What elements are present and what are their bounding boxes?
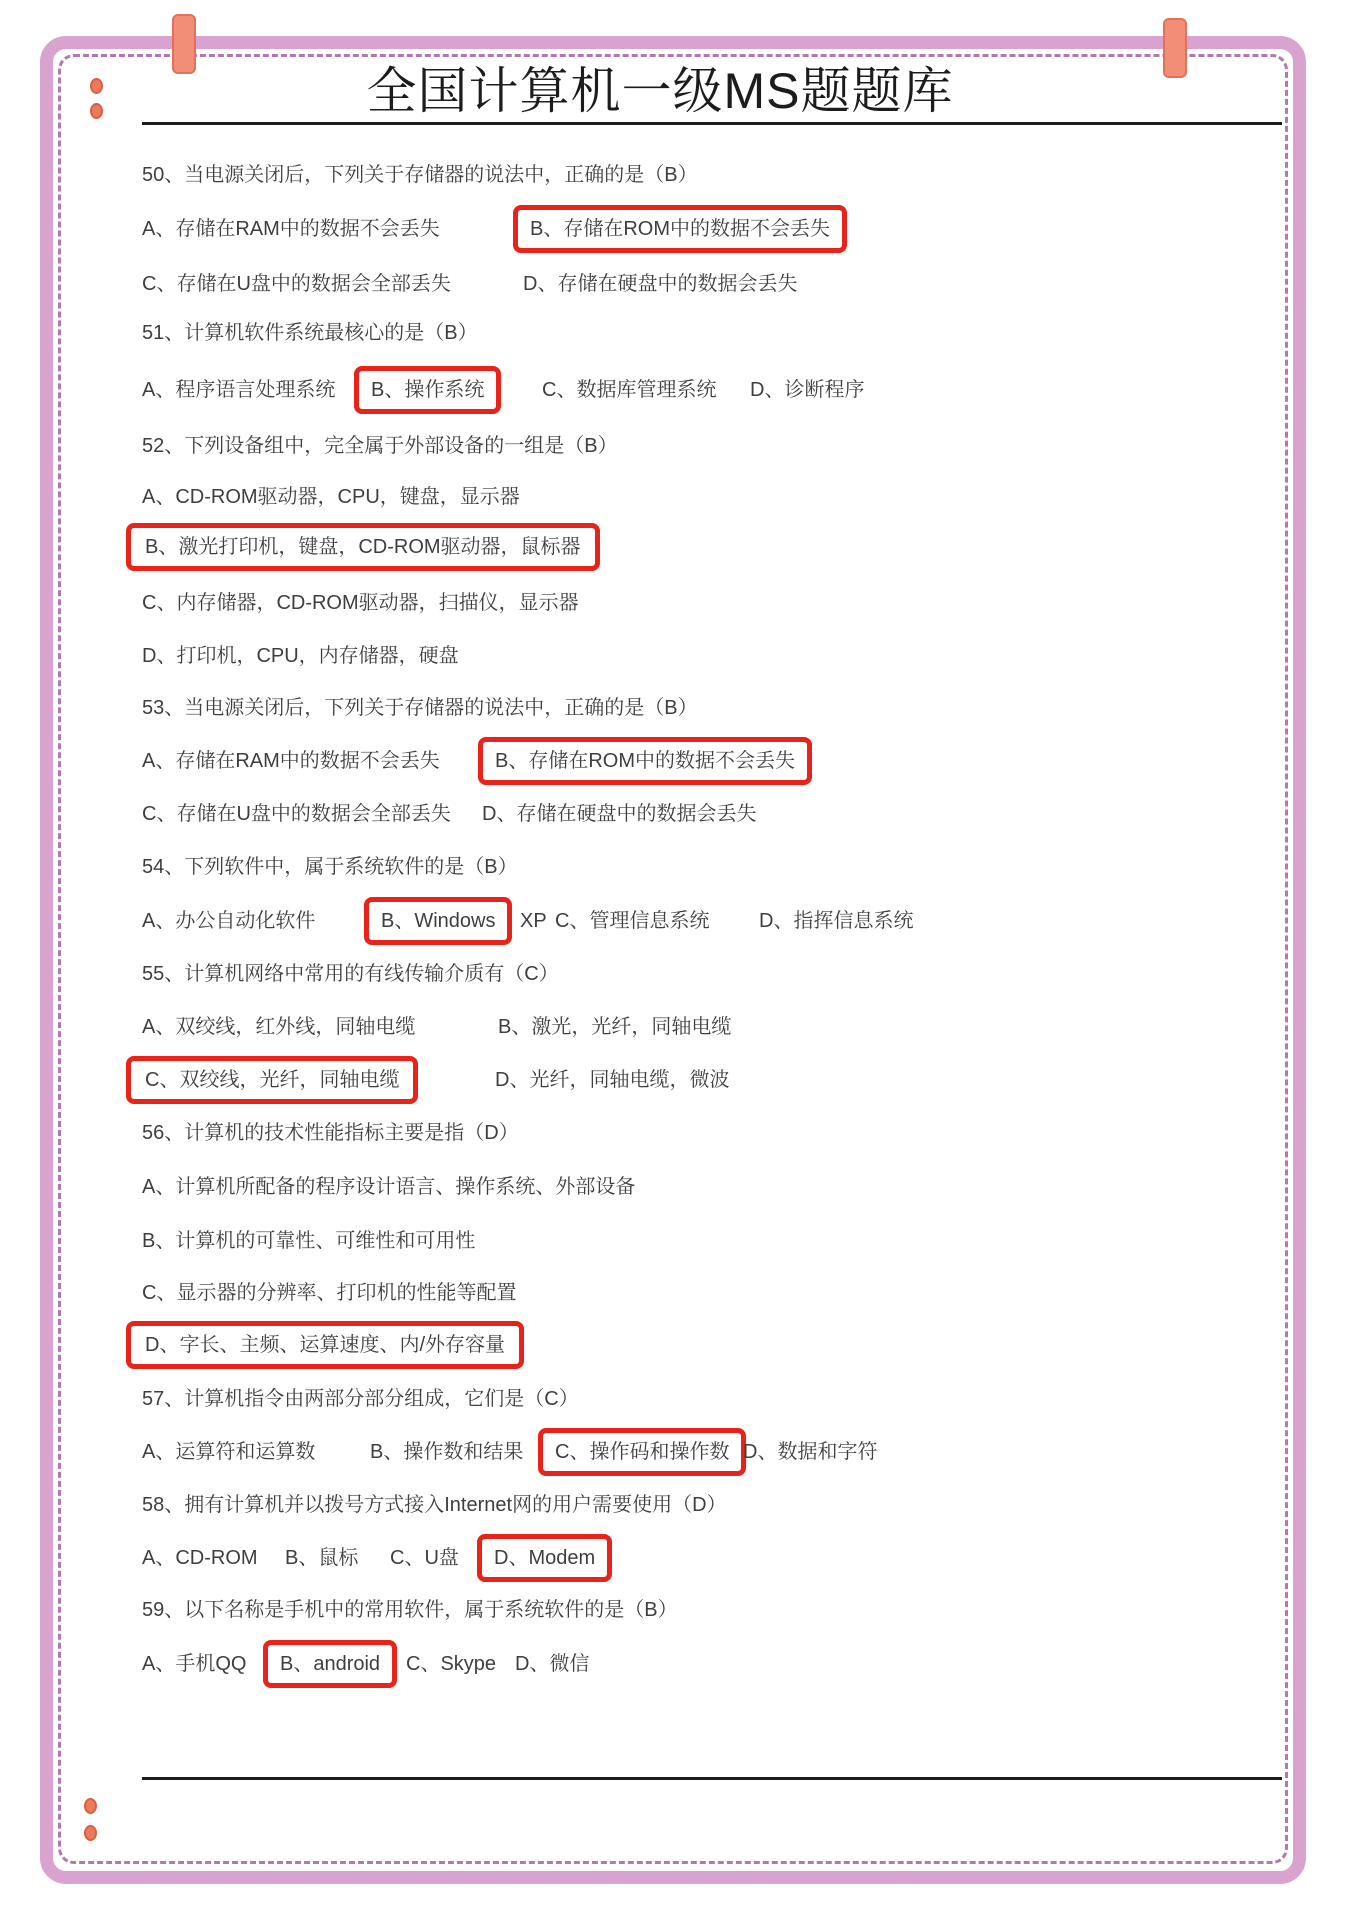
- q50-option-a: A、存储在RAM中的数据不会丢失: [142, 218, 440, 240]
- q59-option-a: A、手机QQ: [142, 1653, 247, 1675]
- q54-option-a: A、办公自动化软件: [142, 910, 316, 932]
- tape-tab-right: [1163, 18, 1187, 78]
- q53-option-b-answer-highlight: B、存储在ROM中的数据不会丢失: [478, 737, 812, 785]
- q55-option-a: A、双绞线，红外线，同轴电缆: [142, 1016, 416, 1038]
- q50-option-d: D、存储在硬盘中的数据会丢失: [523, 273, 798, 295]
- q50-option-c: C、存储在U盘中的数据会全部丢失: [142, 273, 451, 295]
- q54-option-d: D、指挥信息系统: [759, 910, 914, 932]
- punch-dot-bottom-1: [84, 1798, 97, 1814]
- q51-option-b-answer-highlight: B、操作系统: [354, 366, 501, 414]
- q51-option-c: C、数据库管理系统: [542, 379, 717, 401]
- tape-tab-left: [172, 14, 196, 74]
- q56-stem: 56、计算机的技术性能指标主要是指（D）: [142, 1122, 519, 1144]
- q53-option-d: D、存储在硬盘中的数据会丢失: [482, 803, 757, 825]
- q59-stem: 59、以下名称是手机中的常用软件，属于系统软件的是（B）: [142, 1599, 678, 1621]
- q55-option-d: D、光纤，同轴电缆，微波: [495, 1069, 730, 1091]
- q56-option-b: B、计算机的可靠性、可维性和可用性: [142, 1230, 476, 1252]
- q56-option-a: A、计算机所配备的程序设计语言、操作系统、外部设备: [142, 1176, 636, 1198]
- q55-option-b: B、激光，光纤，同轴电缆: [498, 1016, 732, 1038]
- q57-option-a: A、运算符和运算数: [142, 1441, 316, 1463]
- punch-dot-bottom-2: [84, 1825, 97, 1841]
- punch-dot-top-2: [90, 103, 103, 119]
- q52-option-d: D、打印机，CPU，内存储器，硬盘: [142, 645, 459, 667]
- q52-option-b-answer-highlight: B、激光打印机，键盘，CD-ROM驱动器，鼠标器: [126, 523, 600, 571]
- q55-option-c-answer-highlight: C、双绞线，光纤，同轴电缆: [126, 1056, 418, 1104]
- q58-option-a: A、CD-ROM: [142, 1547, 258, 1569]
- q58-option-b: B、鼠标: [285, 1547, 359, 1569]
- questions-area: [142, 0, 1282, 1920]
- q51-option-d: D、诊断程序: [750, 379, 865, 401]
- q54-option-b-answer-highlight: B、Windows: [364, 897, 512, 945]
- q53-option-a: A、存储在RAM中的数据不会丢失: [142, 750, 440, 772]
- q59-option-d: D、微信: [515, 1653, 590, 1675]
- q55-stem: 55、计算机网络中常用的有线传输介质有（C）: [142, 963, 559, 985]
- q50-option-b-answer-highlight: B、存储在ROM中的数据不会丢失: [513, 205, 847, 253]
- q56-option-d-answer-highlight: D、字长、主频、运算速度、内/外存容量: [126, 1321, 524, 1369]
- q57-stem: 57、计算机指令由两部分部分组成，它们是（C）: [142, 1388, 579, 1410]
- q54-option-b-tail: XP: [520, 910, 547, 932]
- q50-stem: 50、当电源关闭后，下列关于存储器的说法中，正确的是（B）: [142, 164, 698, 186]
- q59-option-b-answer-highlight: B、android: [263, 1640, 397, 1688]
- q52-option-a: A、CD-ROM驱动器，CPU，键盘，显示器: [142, 486, 520, 508]
- q56-option-c: C、显示器的分辨率、打印机的性能等配置: [142, 1282, 517, 1304]
- q53-option-c: C、存储在U盘中的数据会全部丢失: [142, 803, 451, 825]
- q57-option-c-answer-highlight: C、操作码和操作数: [538, 1428, 746, 1476]
- q58-option-c: C、U盘: [390, 1547, 459, 1569]
- q52-stem: 52、下列设备组中，完全属于外部设备的一组是（B）: [142, 435, 618, 457]
- q57-option-b: B、操作数和结果: [370, 1441, 524, 1463]
- q51-stem: 51、计算机软件系统最核心的是（B）: [142, 322, 478, 344]
- q53-stem: 53、当电源关闭后，下列关于存储器的说法中，正确的是（B）: [142, 697, 698, 719]
- q54-option-c: C、管理信息系统: [555, 910, 710, 932]
- q58-option-d-answer-highlight: D、Modem: [477, 1534, 612, 1582]
- punch-dot-top-1: [90, 78, 103, 94]
- q58-stem: 58、拥有计算机并以拨号方式接入Internet网的用户需要使用（D）: [142, 1494, 727, 1516]
- q57-option-d: D、数据和字符: [743, 1441, 878, 1463]
- q54-stem: 54、下列软件中，属于系统软件的是（B）: [142, 856, 518, 878]
- q51-option-a: A、程序语言处理系统: [142, 379, 336, 401]
- q59-option-c: C、Skype: [406, 1653, 497, 1675]
- page-title: 全国计算机一级MS题题库: [366, 63, 954, 119]
- q52-option-c: C、内存储器，CD-ROM驱动器，扫描仪，显示器: [142, 592, 579, 614]
